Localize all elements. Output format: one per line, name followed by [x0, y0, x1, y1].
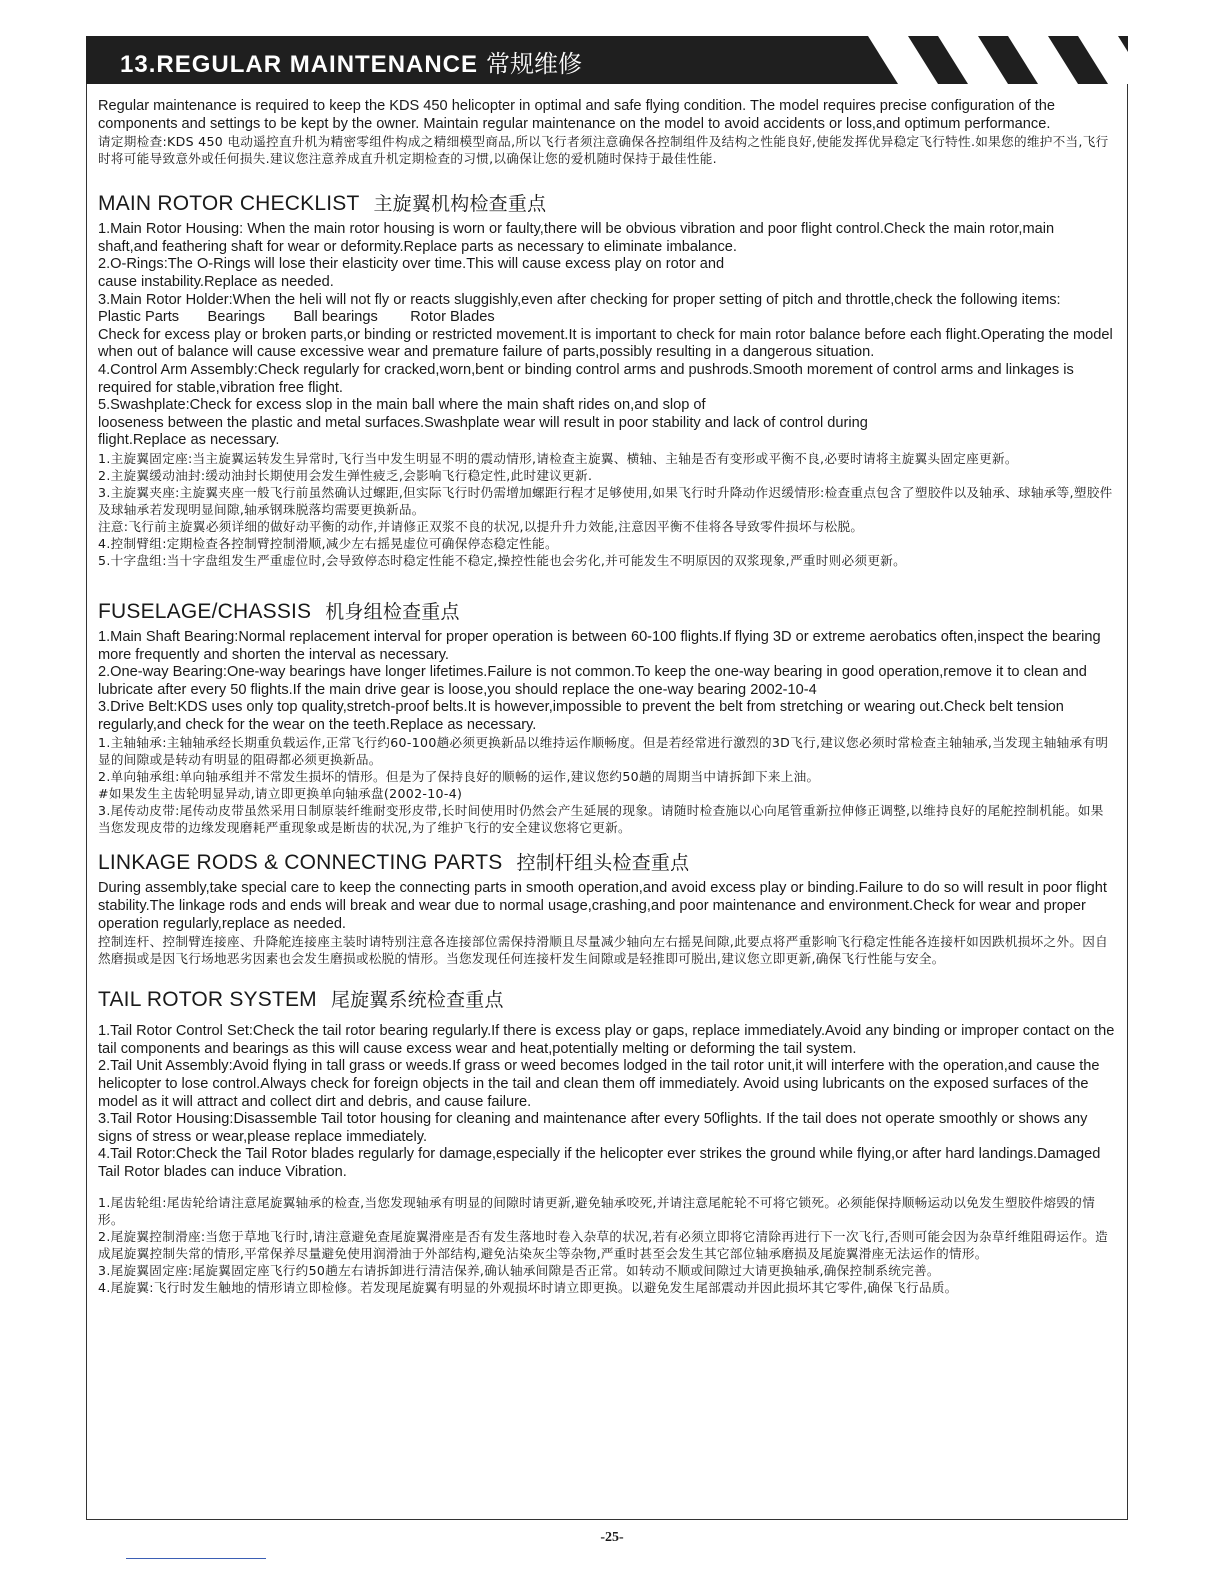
tail-rotor-heading-en: TAIL ROTOR SYSTEM: [98, 988, 317, 1012]
linkage-text-en: During assembly,take special care to keep the connecting parts in smooth operation,and avoid excess play or binding.Failure to do so will result in poor flight stability.The linkage rods and ends will break and wear due to normal usage,crashing,and poor maintenance and environment.Check for wear and proper operation regularly,replace as needed.: [98, 880, 1107, 932]
fuselage-item-cn: 2.单向轴承组:单向轴承组并不常发生损坏的情形。但是为了保持良好的顺畅的运作,建议您约50趟的周期当中请拆卸下来上油。: [98, 769, 820, 785]
tail-rotor-item-cn: 4.尾旋翼:飞行时发生触地的情形请立即检修。若发现尾旋翼有明显的外观损坏时请立即更换。以避免发生尾部震动并因此损坏其它零件,确保飞行品质。: [98, 1279, 958, 1295]
tail-rotor-item-cn: 3.尾旋翼固定座:尾旋翼固定座飞行约50趟左右请拆卸进行清洁保养,确认轴承间隙是否正常。如转动不顺或间隙过大请更换轴承,确保控制系统完善。: [98, 1262, 940, 1278]
section-title: [120, 44, 582, 79]
main-rotor-item-cn: 1.主旋翼固定座:当主旋翼运转发生异常时,飞行当中发生明显不明的震动情形,请检查主旋翼、横轴、主轴是否有变形或平衡不良,必要时请将主旋翼头固定座更新。: [98, 450, 1018, 466]
fuselage-heading-en: FUSELAGE/CHASSIS: [98, 599, 312, 623]
tail-rotor-item: 4.Tail Rotor:Check the Tail Rotor blades regularly for damage,especially if the helicopter ever strikes the ground while flying,or after hard landings.Damaged Tail Rotor blades can induce Vibration.: [98, 1146, 1101, 1180]
main-rotor-item: Check for excess play or broken parts,or binding or restricted movement.It is important to check for main rotor balance before each flight.Operating the model when out of balance will cause excessive wear and premature failure of parts,possibly resulting in a dangerous situation.: [98, 326, 1113, 361]
intro-text-en: Regular maintenance is required to keep the KDS 450 helicopter in optimal and safe flying condition. The model requires precise configuration of the components and settings to be kept by the owner. Maintain regular maintenance on the model to avoid accidents or loss,and optimum performance.: [98, 98, 1055, 132]
main-rotor-item: cause instability.Replace as needed.: [98, 273, 334, 290]
main-rotor-item: 4.Control Arm Assembly:Check regularly for cracked,worn,bent or binding control arms and pushrods.Smooth morement of control arms and linkages is required for stable,vibration free flight.: [98, 361, 1074, 396]
fuselage-note-cn: #如果发生主齿轮明显异动,请立即更换单向轴承盘(2002-10-4): [98, 786, 463, 802]
main-rotor-item: 2.O-Rings:The O-Rings will lose their elasticity over time.This will cause excess play on rotor and: [98, 256, 725, 273]
section-title-cn: 常规维修: [486, 51, 583, 78]
tail-rotor-item: 3.Tail Rotor Housing:Disassemble Tail totor housing for cleaning and maintenance after every 50flights. If the tail does not operate smoothly or shows any signs of stress or wear,please replace immediately.: [98, 1111, 1088, 1145]
fuselage-item: 3.Drive Belt:KDS uses only top quality,stretch-proof belts.It is however,impossible to prevent the belt from stretching or wearing out.Check belt tension regularly,and check for the wear on the teeth.Replace as necessary.: [98, 699, 1064, 733]
main-rotor-item: 1.Main Rotor Housing: When the main rotor housing is worn or faulty,there will be obvious vibration and poor flight control.Check the main rotor,main shaft,and feathering shaft for wear or deformity.Replace parts as necessary to eliminate imbalance.: [98, 221, 1055, 255]
fuselage-item-cn: 1.主轴轴承:主轴轴承经长期重负载运作,正常飞行约60-100趟必须更换新品以维持运作顺畅度。但是若经常进行激烈的3D飞行,建议您必须时常检查主轴轴承,当发现主轴轴承有明显的间隙或是转动有明显的阻碍都必须更换新品。: [98, 735, 1109, 768]
main-rotor-item: 3.Main Rotor Holder:When the heli will not fly or reacts sluggishly,even after checking for proper setting of pitch and throttle,check the following items: Plastic Parts Bearings Ball bearings Rotor Blades: [98, 291, 1081, 326]
header-stripes-decoration: [828, 36, 1128, 84]
fuselage-heading: [98, 599, 1116, 625]
main-rotor-heading: [98, 191, 1116, 217]
main-rotor-item-cn: 4.控制臂组:定期检查各控制臂控制滑顺,减少左右摇晃虚位可确保停态稳定性能。: [98, 535, 558, 551]
page-number: -25-: [600, 1530, 624, 1545]
tail-rotor-heading: [98, 987, 1116, 1013]
main-rotor-heading-en: MAIN ROTOR CHECKLIST: [98, 192, 360, 216]
tail-rotor-item: 2.Tail Unit Assembly:Avoid flying in tall grass or weeds.If grass or weed becomes lodged in the tail rotor unit,it will interfere with the operation,and cause the helicopter to lose control.Always check for foreign objects in the tail and clean them off immediately. Avoid using lubricants on the exposed surfaces of the model as it will attract and collect dirt and debris, and cause failure.: [98, 1058, 1100, 1110]
fuselage-item: 1.Main Shaft Bearing:Normal replacement interval for proper operation is between 60-100 flights.If flying 3D or extreme aerobatics often,inspect the bearing more frequently and shorten the interval as necessary.: [98, 628, 1101, 663]
tail-rotor-item: 1.Tail Rotor Control Set:Check the tail rotor bearing regularly.If there is excess play or gaps, replace immediately.Avoid any binding or improper contact on the tail components and bearings as this will cause excess wear and heat,potentially melting or deforming the tail system.: [98, 1023, 1115, 1057]
main-rotor-item-cn: 2.主旋翼缓动油封:缓动油封长期使用会发生弹性疲乏,会影响飞行稳定性,此时建议更新.: [98, 467, 593, 483]
linkage-heading-cn: 控制杆组头检查重点: [516, 852, 690, 875]
main-rotor-item: 5.Swashplate:Check for excess slop in the main ball where the main shaft rides on,and slop of: [98, 397, 706, 414]
main-rotor-item-cn: 3.主旋翼夹座:主旋翼夹座一般飞行前虽然确认过螺距,但实际飞行时仍需增加螺距行程才足够使用,如果飞行时升降动作迟缓情形:检查重点包含了塑胶件以及轴承、球轴承等,塑胶件及球轴承若发现明显间隙,轴承钢珠脱落均需要更换新品。: [98, 484, 1113, 517]
section-title-en: 13.REGULAR MAINTENANCE: [120, 51, 479, 78]
main-rotor-note-cn: 注意:飞行前主旋翼必须详细的做好动平衡的动作,并请修正双浆不良的状况,以提升升力效能,注意因平衡不佳将各导致零件损坏与松脱。: [98, 518, 864, 534]
main-rotor-item: looseness between the plastic and metal surfaces.Swashplate wear will result in poor stability and lack of control during: [98, 414, 868, 431]
intro-text-cn: 请定期检查:KDS 450 电动遥控直升机为精密零组件构成之精细模型商品,所以飞行者须注意确保各控制组件及结构之性能良好,使能发挥优异稳定飞行特性.如果您的维护不当,飞行时将可能导致意外或任何损失.建议您注意养成直升机定期检查的习惯,以确保让您的爱机随时保持于最佳性能.: [98, 134, 1109, 167]
section-header: [86, 36, 1128, 84]
footer-rule: [126, 1558, 266, 1559]
fuselage-item: 2.One-way Bearing:One-way bearings have longer lifetimes.Failure is not common.To keep the one-way bearing in good operation,remove it to clean and lubricate after every 50 flights.If the main drive gear is loose,you should replace the one-way bearing 2002-10-4: [98, 664, 1087, 698]
tail-rotor-item-cn: 1.尾齿轮组:尾齿轮给请注意尾旋翼轴承的检查,当您发现轴承有明显的间隙时请更新,避免轴承咬死,并请注意尾舵轮不可将它锁死。必须能保持顺畅运动以免发生塑胶件熔毁的情形。: [98, 1194, 1096, 1227]
tail-rotor-heading-cn: 尾旋翼系统检查重点: [330, 989, 504, 1012]
tail-rotor-item-cn: 2.尾旋翼控制滑座:当您于草地飞行时,请注意避免查尾旋翼滑座是否有发生落地时卷入杂草的状况,若有必须立即将它清除再进行下一次飞行,否则可能会因为杂草纤维阻碍运作。造成尾旋翼控制失常的情形,平常保养尽量避免使用润滑油于外部结构,避免沾染灰尘等杂物,严重时甚至会发生其它部位轴承磨损及尾旋翼滑座无法运作的情形。: [98, 1228, 1108, 1261]
fuselage-item-cn: 3.尾传动皮带:尾传动皮带虽然采用日制原装纤维耐变形皮带,长时间使用时仍然会产生延展的现象。请随时检查施以心向尾管重新拉伸修正调整,以维持良好的尾舵控制机能。如果当您发现皮带的边缘发现磨耗严重现象或是断齿的状况,为了维护飞行的安全建议您将它更新。: [98, 803, 1104, 836]
main-rotor-item-cn: 5.十字盘组:当十字盘组发生严重虚位时,会导致停态时稳定性能不稳定,操控性能也会劣化,并可能发生不明原因的双浆现象,严重时则必须更新。: [98, 552, 906, 568]
linkage-heading: [98, 850, 1116, 876]
main-rotor-heading-cn: 主旋翼机构检查重点: [373, 193, 547, 216]
main-rotor-item: flight.Replace as necessary.: [98, 432, 280, 449]
linkage-heading-en: LINKAGE RODS & CONNECTING PARTS: [98, 851, 503, 875]
fuselage-heading-cn: 机身组检查重点: [325, 600, 460, 623]
page-content: [98, 98, 1116, 1296]
linkage-text-cn: 控制连杆、控制臂连接座、升降舵连接座主装时请特别注意各连接部位需保持滑顺且尽量减少轴向左右摇晃间隙,此要点将严重影响飞行稳定性能各连接杆如因跌机损坏之外。因自然磨损或是因飞行场地恶劣因素也会发生磨损或松脱的情形。当您发现任何连接杆发生间隙或是轻推即可脱出,建议您立即更新,确保飞行性能与安全。: [98, 934, 1109, 967]
